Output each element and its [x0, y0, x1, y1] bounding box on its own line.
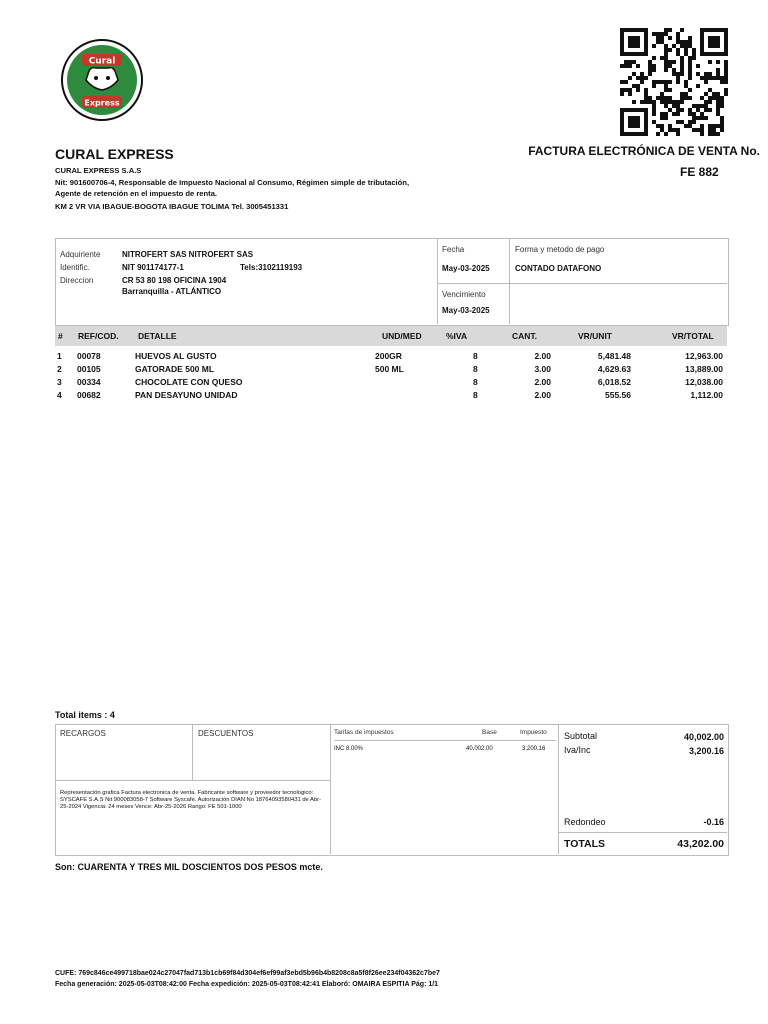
table-row	[55, 364, 727, 376]
iva-label: Iva/Inc	[564, 745, 591, 755]
direccion-label: Direccion	[60, 276, 94, 285]
row-ref: 00682	[77, 390, 101, 400]
tax-rate: INC 8.00%	[334, 746, 364, 752]
totals-label: TOTALS	[564, 838, 606, 850]
col-iva: %IVA	[446, 326, 467, 346]
row-cant: 2.00	[534, 351, 551, 361]
totals-value: 43,202.00	[677, 838, 724, 850]
row-vrtotal: 12,038.00	[685, 377, 723, 387]
cufe: CUFE: 769c846ce499718bae024c27047fad713b1cb69f84d304ef6ef99af3ebd5b96b4b8208c8a5f8f26ee234f04362c7be7	[55, 970, 440, 977]
tax-rate-header: Tarifas de impuestos	[334, 729, 394, 736]
amount-in-words: Son: CUARENTA Y TRES MIL DOSCIENTOS DOS PESOS mcte.	[55, 862, 323, 872]
logo-top-text: Cural	[88, 56, 116, 67]
row-cant: 3.00	[534, 364, 551, 374]
company-legal-name: CURAL EXPRESS S.A.S	[55, 166, 142, 175]
row-detalle: GATORADE 500 ML	[135, 364, 215, 374]
col-vrtotal: VR/TOTAL	[672, 326, 714, 346]
row-vrunit: 4,629.63	[597, 364, 631, 374]
row-num: 2	[57, 364, 62, 374]
col-und: UND/MED	[382, 326, 422, 346]
row-ref: 00334	[77, 377, 101, 387]
row-ref: 00105	[77, 364, 101, 374]
recargos-label: RECARGOS	[60, 729, 106, 738]
identific-value: NIT 901174177-1	[122, 263, 184, 272]
row-cant: 2.00	[534, 377, 551, 387]
tax-base: 40,002.00	[466, 746, 493, 752]
payment-value: CONTADO DATAFONO	[515, 264, 602, 273]
row-iva: 8	[473, 351, 478, 361]
company-name: CURAL EXPRESS	[55, 146, 174, 162]
row-detalle: PAN DESAYUNO UNIDAD	[135, 390, 238, 400]
company-address: KM 2 VR VIA IBAGUE-BOGOTA IBAGUE TOLIMA Tel. 3005451331	[55, 202, 289, 211]
row-vrunit: 5,481.48	[597, 351, 631, 361]
row-cant: 2.00	[534, 390, 551, 400]
legal-text: Representación grafica Factura electronica de venta. Fabricante software y proveedor tecnologico: SYSCAFE S.A.S Nit 900083058-7 Software Syscafe. Autorización DIAN No 18764093580431 de Abr-25-2024 Vigencia: 24 meses Vence: Abr-25-2026 Rango: FE 501-1000	[60, 790, 322, 810]
col-ref: REF/COD.	[78, 326, 119, 346]
row-vrunit: 6,018.52	[597, 377, 631, 387]
descuentos-label: DESCUENTOS	[198, 729, 254, 738]
redondeo-label: Redondeo	[564, 817, 606, 827]
buyer-city: Barranquilla - ATLÁNTICO	[122, 287, 222, 296]
tax-amount-header: Impuesto	[520, 729, 547, 736]
direccion-value: CR 53 80 198 OFICINA 1904	[122, 276, 227, 285]
company-agent: Agente de retención en el impuesto de renta.	[55, 189, 218, 198]
row-num: 1	[57, 351, 62, 361]
tax-amount: 3,200.16	[522, 746, 546, 752]
adquiriente-label: Adquiriente	[60, 250, 101, 259]
fecha-value: May-03-2025	[442, 264, 490, 273]
row-vrtotal: 1,112.00	[690, 390, 723, 400]
row-vrunit: 555.56	[605, 390, 631, 400]
row-iva: 8	[473, 390, 478, 400]
table-row	[55, 377, 727, 389]
logo-bottom-text: Express	[84, 98, 120, 108]
row-iva: 8	[473, 364, 478, 374]
row-vrtotal: 13,889.00	[685, 364, 723, 374]
row-vrtotal: 12,963.00	[685, 351, 723, 361]
fecha-label: Fecha	[442, 245, 465, 254]
total-items: Total items : 4	[55, 710, 115, 720]
subtotal-label: Subtotal	[564, 731, 598, 741]
row-num: 4	[57, 390, 62, 400]
row-und: 200GR	[375, 351, 402, 361]
row-ref: 00078	[77, 351, 101, 361]
col-detalle: DETALLE	[138, 326, 177, 346]
table-row	[55, 390, 727, 402]
row-detalle: HUEVOS AL GUSTO	[135, 351, 217, 361]
qr-code	[620, 28, 728, 136]
invoice-number: FE 882	[680, 165, 719, 179]
col-cant: CANT.	[512, 326, 537, 346]
payment-label: Forma y metodo de pago	[515, 245, 605, 254]
redondeo-value: -0.16	[703, 817, 724, 827]
row-detalle: CHOCOLATE CON QUESO	[135, 377, 243, 387]
iva-value: 3,200.16	[688, 746, 724, 756]
buyer-phone: Tels:3102119193	[240, 263, 303, 272]
company-logo	[60, 38, 144, 122]
tax-base-header: Base	[482, 729, 497, 736]
vencimiento-value: May-03-2025	[442, 306, 490, 315]
vencimiento-label: Vencimiento	[442, 290, 486, 299]
document-title: FACTURA ELECTRÓNICA DE VENTA No.	[528, 144, 760, 158]
row-num: 3	[57, 377, 62, 387]
table-row	[55, 351, 727, 363]
subtotal-value: 40,002.00	[683, 732, 724, 742]
company-nit: Nit: 901600706-4, Responsable de Impuesto Nacional al Consumo, Régimen simple de tributación,	[55, 178, 410, 187]
row-iva: 8	[473, 377, 478, 387]
row-und: 500 ML	[375, 364, 404, 374]
generation-info: Fecha generación: 2025-05-03T08:42:00 Fecha expedición: 2025-05-03T08:42:41 Elaboró: OMAIRA ESPITIA Pág: 1/1	[55, 981, 439, 988]
col-num: #	[58, 326, 63, 346]
identific-label: Identific.	[60, 263, 90, 272]
col-vrunit: VR/UNIT	[578, 326, 612, 346]
adquiriente-value: NITROFERT SAS NITROFERT SAS	[122, 250, 254, 259]
